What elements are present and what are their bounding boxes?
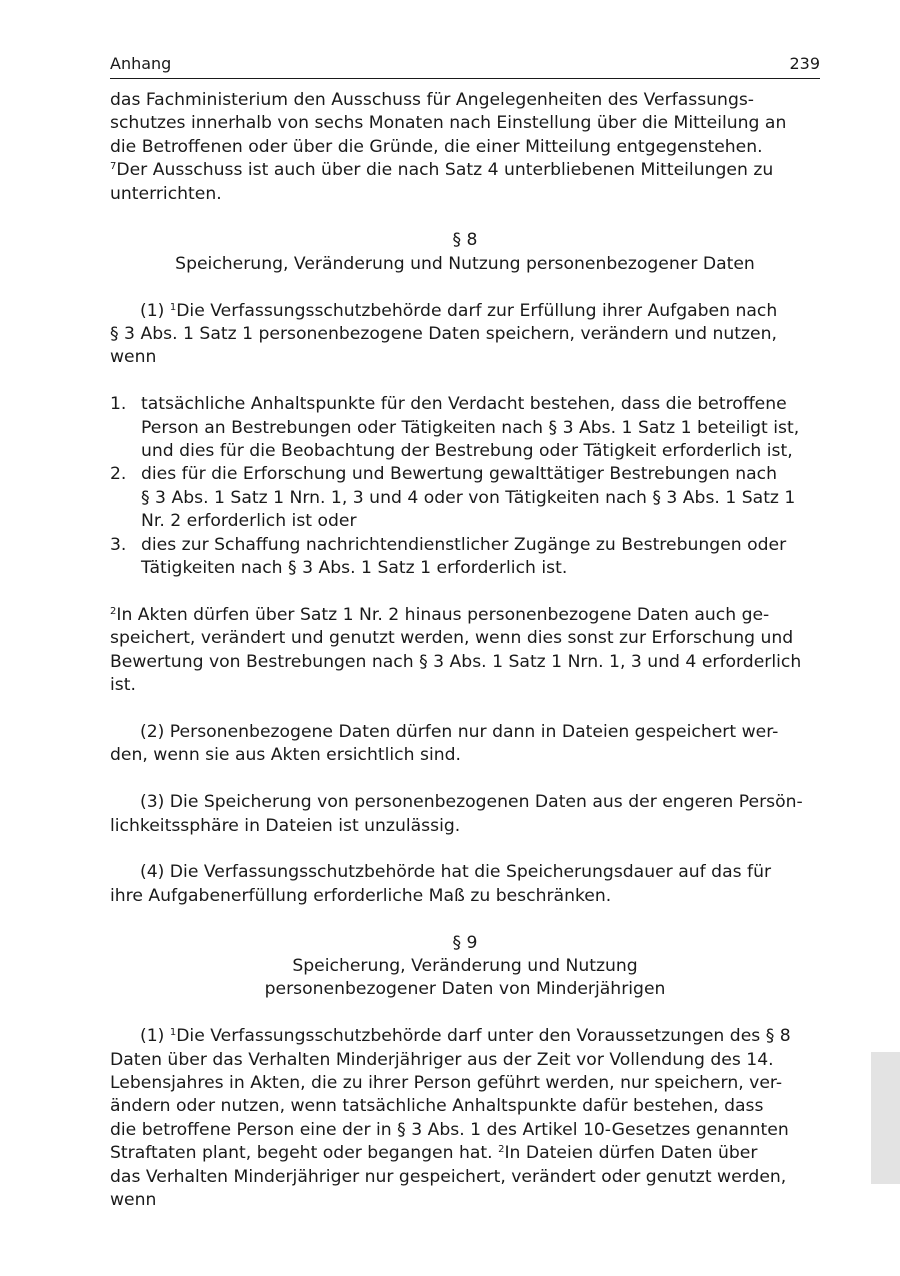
section-8-paragraph-4: (4) Die Verfassungsschutzbehörde hat die Speicherungsdauer auf das für ihre Aufgabenerfüllung erforderliche Maß zu beschränken. [110, 862, 772, 906]
section-title: personenbezogener Daten von Minderjährigen [264, 979, 666, 1000]
numbered-list [110, 393, 820, 580]
section-title: Speicherung, Veränderung und Nutzung [292, 955, 638, 976]
section-8-paragraph-2: (2) Personenbezogene Daten dürfen nur dann in Dateien gespeichert wer- den, wenn sie aus Akten ersichtlich sind. [110, 721, 779, 766]
continuation-paragraph: das Fachministerium den Ausschuss für Angelegenheiten des Verfassungs- schutzes innerhalb von sechs Monaten nach Einstellung über die Mitteilung an die Betroffenen oder über die Gründe, die einer Mitteilung entgegenstehen. $^7$Der Ausschuss ist auch über die nach Satz 4 unterbliebenen Mitteilungen zu unterrichten. [110, 90, 787, 204]
section-9-paragraph-1: (1) $^1$Die Verfassungsschutzbehörde darf unter den Voraussetzungen des § 8 Daten über das Verhalten Minderjähriger aus der Zeit vor Vollendung des 14. Lebensjahres in Akten, die zu ihrer Person geführt werden, nur speichern, ver- ändern oder nutzen, wenn tatsächliche Anhaltspunkte dafür bestehen, dass die betroffene Person eine der in § 3 Abs. 1 des Artikel 10-Gesetzes genannten Straftaten plant, begeht oder begangen hat. $^2$In Dateien dürfen Daten über das Verhalten Minderjähriger nur gespeichert, verändert oder genutzt werden, wenn [110, 1026, 791, 1210]
page-number: 239 [789, 54, 820, 73]
running-head: Anhang [110, 54, 172, 73]
section-9-heading [110, 932, 820, 1002]
sentence-number: 2 [498, 1144, 505, 1156]
section-8-paragraph-3: (3) Die Speicherung von personenbezogenen Daten aus der engeren Persön- lichkeitssphäre in Dateien ist unzulässig. [110, 792, 803, 836]
section-title: Speicherung, Veränderung und Nutzung personenbezogener Daten [175, 253, 755, 274]
sentence-number: 7 [110, 161, 117, 173]
list-item: 2. dies für die Erforschung und Bewertung gewalttätiger Bestrebungen nach § 3 Abs. 1 Satz 1 Nrn. 1, 3 und 4 oder von Tätigkeiten nach § 3 Abs. 1 Satz 1 Nr. 2 erforderlich ist oder [110, 464, 796, 532]
thumb-index-tab [871, 1052, 900, 1184]
section-number: § 9 [452, 932, 478, 953]
section-8-paragraph-1: (1) $^1$Die Verfassungsschutzbehörde darf zur Erfüllung ihrer Aufgaben nach § 3 Abs. 1 Satz 1 personenbezogene Daten speichern, verändern und nutzen, wenn [110, 300, 778, 368]
section-8-heading [110, 229, 820, 276]
sentence-number: 1 [169, 301, 177, 313]
list-item: 1. tatsächliche Anhaltspunkte für den Verdacht bestehen, dass die betroffene Person an Bestrebungen oder Tätigkeiten nach § 3 Abs. 1 Satz 1 beteiligt ist, und dies für die Beobachtung der Bestrebung oder Tätigkeit erforderlich ist, [110, 394, 800, 462]
sentence-number: 2 [110, 605, 117, 617]
page-header [110, 54, 820, 79]
section-8-paragraph-1-sentence-2: $^2$In Akten dürfen über Satz 1 Nr. 2 hinaus personenbezogene Daten auch ge- speichert, verändert und genutzt werden, wenn dies sonst zur Erforschung und Bewertung von Bestrebungen nach § 3 Abs. 1 Satz 1 Nrn. 1, 3 und 4 erforderlich ist. [110, 604, 802, 696]
page-body [110, 89, 820, 1212]
list-item: 3. dies zur Schaffung nachrichtendienstlicher Zugänge zu Bestrebungen oder Tätigkeiten nach § 3 Abs. 1 Satz 1 erforderlich ist. [110, 534, 787, 579]
section-number: § 8 [452, 230, 478, 251]
sentence-number: 1 [169, 1027, 177, 1039]
